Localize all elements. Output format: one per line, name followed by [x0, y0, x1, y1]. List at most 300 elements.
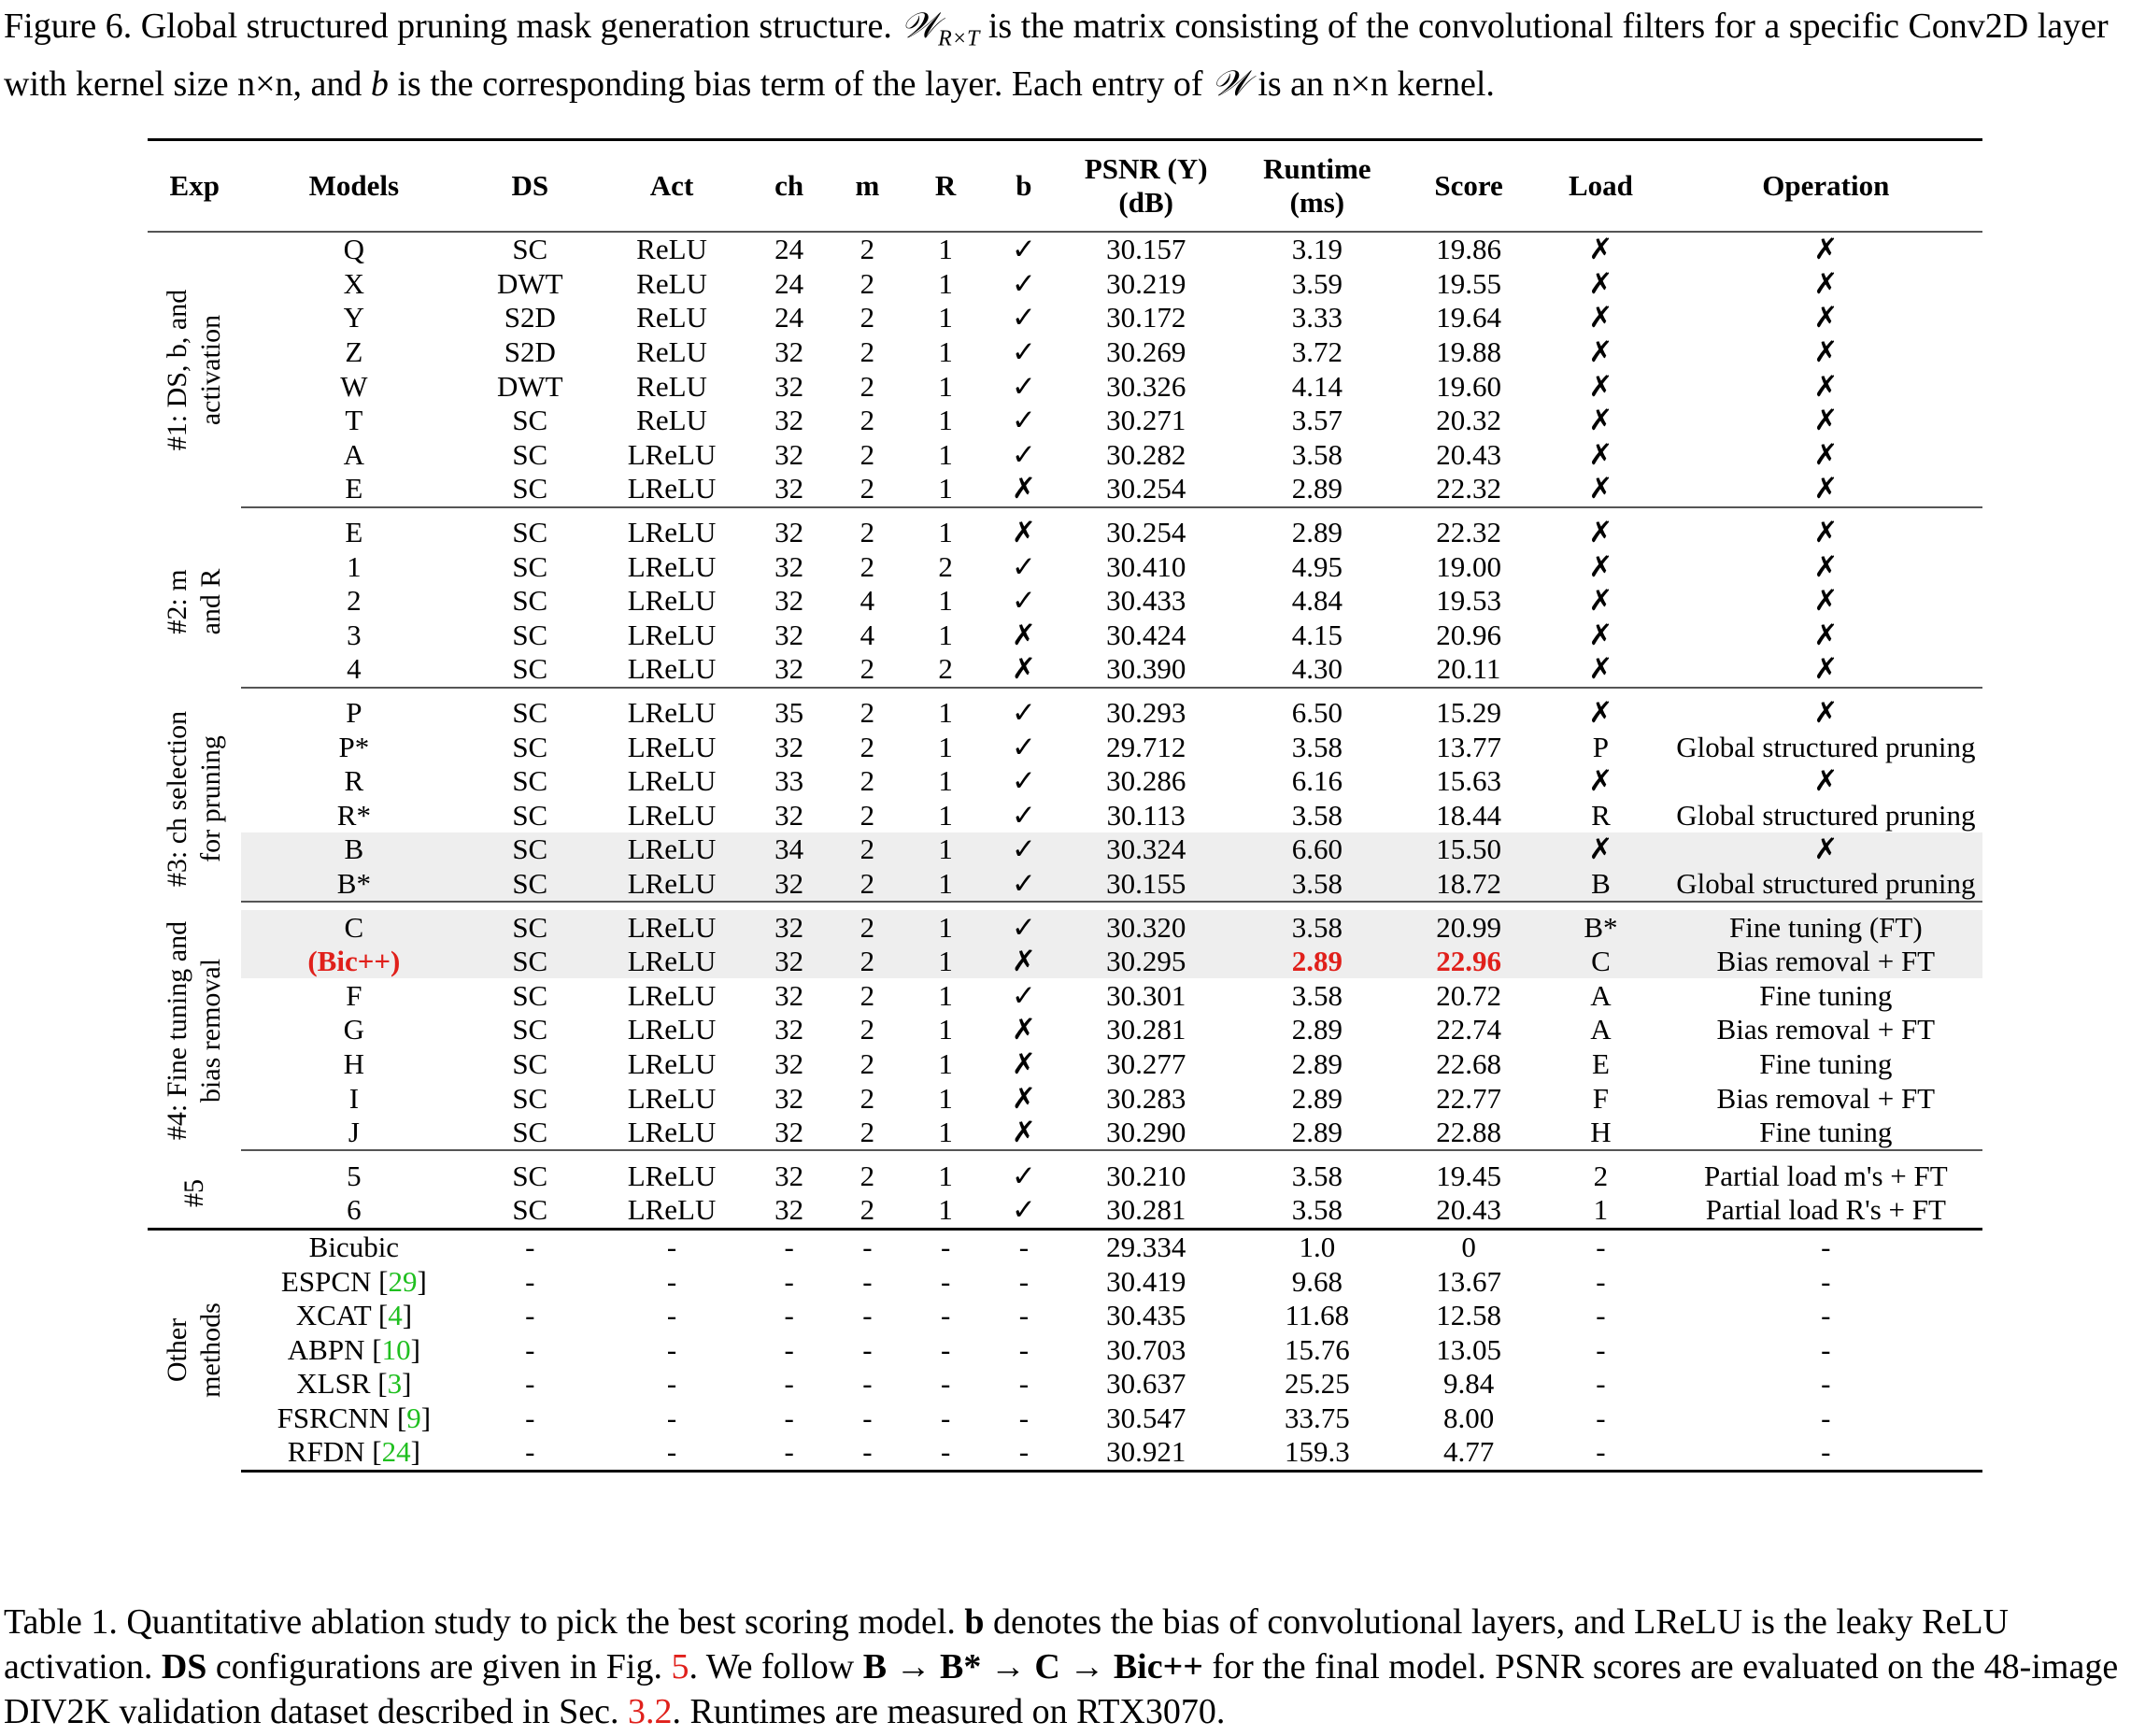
cell-ch: 32: [774, 437, 804, 471]
cell-ch: 33: [774, 764, 804, 798]
cell-psnr: 30.290: [1063, 1116, 1229, 1151]
cell-ds: SC: [466, 472, 593, 507]
cell-act: LReLU: [593, 1116, 749, 1151]
cell-model: I: [348, 1081, 360, 1115]
cell-ch: 32: [774, 798, 804, 832]
cell-psnr: 30.283: [1106, 1081, 1186, 1115]
table-row: [148, 945, 1982, 979]
cell-m: 2: [860, 764, 875, 798]
cell-act: LReLU: [627, 978, 717, 1012]
cell-ds: S2D: [504, 301, 556, 334]
table-row: [148, 1116, 1982, 1151]
cell-load: ✗: [1588, 369, 1613, 403]
spacer-cell: [148, 1150, 1982, 1159]
cell-runtime: 2.89: [1229, 945, 1405, 979]
cell-psnr: 30.277: [1106, 1046, 1186, 1080]
table-row: [148, 404, 1982, 438]
cell-b: ✓: [985, 832, 1063, 867]
cell-model: P*: [338, 730, 370, 763]
cell-ch: -: [784, 1367, 794, 1401]
cell-b: ✗: [1011, 618, 1036, 651]
table-row: [148, 1299, 1982, 1333]
cell-runtime: 1.0: [1229, 1229, 1405, 1264]
cell-model: C: [241, 910, 466, 945]
cell-m: -: [862, 1401, 873, 1434]
cell-act: LReLU: [627, 516, 717, 549]
cell-act: LReLU: [593, 472, 749, 507]
cell-act: ReLU: [636, 266, 707, 300]
cell-psnr: 30.703: [1106, 1332, 1186, 1366]
cell-ds: SC: [512, 549, 548, 583]
cell-m: -: [862, 1299, 873, 1332]
cell-ch: 32: [750, 945, 829, 979]
citation-link[interactable]: 9: [406, 1401, 421, 1434]
cell-act: LReLU: [593, 832, 749, 867]
cell-m: 2: [860, 730, 875, 763]
cell-act: -: [666, 1299, 677, 1332]
cell-m: 2: [860, 233, 875, 266]
cell-load: B: [1532, 867, 1669, 903]
cell-score: 19.88: [1436, 335, 1501, 369]
cell-psnr: 30.424: [1106, 618, 1186, 651]
cell-load: ✗: [1532, 832, 1669, 867]
cell-model: Bicubic: [241, 1229, 466, 1264]
cell-ch: 32: [750, 867, 829, 903]
cell-b: ✓: [1011, 978, 1036, 1012]
table-row: [148, 438, 1982, 473]
cell-ds: SC: [466, 832, 593, 867]
cell-runtime: 9.68: [1291, 1264, 1343, 1298]
citation-link[interactable]: 3: [387, 1367, 403, 1401]
cell-operation: Bias removal + FT: [1669, 945, 1982, 979]
cell-ds: SC: [512, 730, 548, 763]
table-row: [148, 1013, 1982, 1047]
cell-ds: -: [466, 1435, 593, 1471]
cell-m: -: [829, 1229, 907, 1264]
cell-runtime: 2.89: [1229, 472, 1405, 507]
cell-act: LReLU: [627, 1081, 717, 1115]
cell-b: -: [1018, 1332, 1030, 1366]
cell-m: 2: [860, 437, 875, 471]
cell-model: R*: [336, 798, 371, 832]
cell-b: ✓: [1011, 798, 1036, 832]
cell-model: E: [241, 472, 466, 507]
exp-group-label: #5: [178, 1179, 210, 1208]
cell-ch: 32: [774, 584, 804, 618]
cell-ch: 32: [774, 516, 804, 549]
cell-operation: ✗: [1813, 618, 1839, 651]
ablation-table: [148, 138, 1982, 1473]
citation-link[interactable]: 24: [381, 1435, 411, 1469]
table-row: [148, 978, 1982, 1013]
table-row: [148, 1332, 1982, 1367]
cell-ds: SC: [512, 1159, 548, 1192]
cell-act: -: [666, 1401, 677, 1434]
cell-score: 15.29: [1436, 696, 1501, 730]
cell-b: ✗: [1011, 1046, 1036, 1080]
cell-operation: Global structured pruning: [1676, 798, 1976, 832]
cell-ds: SC: [512, 1013, 548, 1046]
cell-runtime: 4.95: [1291, 549, 1343, 583]
cell-r: 1: [938, 1046, 953, 1080]
cell-act: LReLU: [627, 1013, 717, 1046]
cell-r: -: [940, 1367, 951, 1401]
header-b: b: [985, 140, 1063, 233]
cell-ch: -: [784, 1299, 794, 1332]
cell-load: ✗: [1588, 696, 1613, 730]
cell-operation: -: [1669, 1435, 1982, 1471]
table-body: [148, 232, 1982, 1471]
cell-load: C: [1532, 945, 1669, 979]
cell-b: ✗: [1011, 1013, 1036, 1046]
header-runtime: Runtime (ms): [1229, 140, 1405, 233]
cell-load: ✗: [1588, 516, 1613, 549]
cell-m: 2: [860, 335, 875, 369]
cell-ch: -: [784, 1401, 794, 1434]
cell-runtime: 4.84: [1291, 584, 1343, 618]
cell-act: LReLU: [593, 910, 749, 945]
header-score: Score: [1405, 140, 1532, 233]
cell-model: 5: [347, 1159, 362, 1192]
header-models: Models: [241, 140, 466, 233]
cell-ch: 32: [750, 910, 829, 945]
cell-r: 1: [906, 472, 985, 507]
cell-m: 2: [829, 945, 907, 979]
cell-m: 2: [829, 1116, 907, 1151]
cell-ds: SC: [466, 945, 593, 979]
cell-m: 2: [860, 1013, 875, 1046]
cell-runtime: 3.33: [1291, 301, 1343, 334]
cell-ch: -: [784, 1332, 794, 1366]
table-row: [148, 1047, 1982, 1082]
cell-ch: 34: [750, 832, 829, 867]
cell-m: -: [862, 1264, 873, 1298]
cell-m: 2: [860, 1046, 875, 1080]
cell-ds: SC: [512, 404, 548, 437]
cell-operation: ✗: [1669, 652, 1982, 688]
cell-model: G: [343, 1013, 365, 1046]
cell-r: 1: [938, 335, 953, 369]
citation-link[interactable]: 4: [388, 1299, 403, 1332]
cell-r: 1: [938, 730, 953, 763]
cell-r: -: [940, 1264, 951, 1298]
cell-ds: -: [525, 1367, 535, 1401]
cell-score: 0: [1405, 1229, 1532, 1264]
cell-score: 22.68: [1436, 1046, 1501, 1080]
cell-ch: 32: [774, 1193, 804, 1227]
cell-ch: -: [750, 1435, 829, 1471]
cell-operation: ✗: [1813, 266, 1839, 300]
cell-m: -: [862, 1332, 873, 1366]
cell-act: LReLU: [627, 549, 717, 583]
cell-m: 2: [860, 696, 875, 730]
cell-act: ReLU: [636, 404, 707, 437]
cell-ds: SC: [466, 867, 593, 903]
cell-ds: SC: [512, 618, 548, 651]
figure-caption: Figure 6. Global structured pruning mask generation structure. 𝒲$_{R\times T}$ is the matrix consisting of the convolutional filters for a specific Conv2D layer with kernel size n×n, and b is the corresponding bias term of the layer. Each entry of 𝒲 is an n×n kernel.: [4, 7, 2109, 104]
table-row: [148, 1435, 1982, 1471]
table-row: [148, 1081, 1982, 1116]
cell-m: 2: [860, 404, 875, 437]
table-row: [148, 267, 1982, 302]
cell-ch: 32: [750, 1116, 829, 1151]
cell-model: H: [343, 1046, 365, 1080]
cell-operation: Global structured pruning: [1669, 867, 1982, 903]
cell-ch: -: [784, 1264, 794, 1298]
cell-runtime: 3.58: [1291, 798, 1343, 832]
cell-psnr: 30.435: [1106, 1299, 1186, 1332]
cell-b: ✓: [1011, 233, 1036, 266]
table-row: [148, 619, 1982, 653]
cell-b: ✓: [1011, 301, 1036, 334]
cell-runtime: 11.68: [1285, 1299, 1350, 1332]
cell-load: ✗: [1588, 335, 1613, 369]
cell-load: -: [1532, 1229, 1669, 1264]
header-load: Load: [1532, 140, 1669, 233]
cell-ds: SC: [466, 910, 593, 945]
cell-model: J: [241, 1116, 466, 1151]
cell-load: -: [1596, 1367, 1606, 1401]
cell-psnr: 30.157: [1106, 233, 1186, 266]
cell-act: LReLU: [627, 584, 717, 618]
cell-model: 2: [347, 584, 362, 618]
header-m: m: [829, 140, 907, 233]
cell-act: LReLU: [593, 945, 749, 979]
cell-r: 1: [938, 437, 953, 471]
cell-ch: 32: [774, 369, 804, 403]
cell-load: ✗: [1532, 652, 1669, 688]
cell-runtime: 3.58: [1291, 437, 1343, 471]
table-row: [148, 652, 1982, 688]
cell-load: ✗: [1532, 472, 1669, 507]
cell-load: A: [1590, 978, 1612, 1012]
cell-psnr: 30.410: [1106, 549, 1186, 583]
cell-b: ✗: [1011, 516, 1036, 549]
cell-runtime: 3.58: [1291, 730, 1343, 763]
cell-runtime: 25.25: [1284, 1367, 1350, 1401]
cell-r: 1: [938, 233, 953, 266]
cell-r: 2: [938, 549, 953, 583]
cell-operation: -: [1821, 1401, 1831, 1434]
cell-act: LReLU: [627, 437, 717, 471]
table-row: [148, 232, 1982, 267]
cell-load: -: [1596, 1401, 1606, 1434]
cell-r: 1: [938, 618, 953, 651]
cell-runtime: 3.72: [1291, 335, 1343, 369]
cell-psnr: 30.269: [1106, 335, 1186, 369]
cell-operation: -: [1669, 1229, 1982, 1264]
cell-model: W: [340, 369, 368, 403]
cell-m: 2: [829, 867, 907, 903]
cell-operation: Fine tuning: [1759, 1046, 1893, 1080]
cell-load: E: [1591, 1046, 1610, 1080]
cell-score: 19.53: [1436, 584, 1501, 618]
cell-psnr: 30.254: [1106, 516, 1186, 549]
cell-b: ✓: [1011, 1159, 1036, 1192]
exp-group-label: Other methods: [148, 1229, 241, 1471]
cell-b: ✗: [985, 472, 1063, 507]
cell-psnr: 30.301: [1106, 978, 1186, 1012]
cell-score: 20.43: [1436, 1193, 1501, 1227]
cell-score: 13.67: [1436, 1264, 1501, 1298]
table-row: [148, 730, 1982, 764]
cell-operation: ✗: [1813, 516, 1839, 549]
header-exp: Exp: [148, 140, 241, 233]
cell-score: 20.11: [1405, 652, 1532, 688]
table-row: [148, 1159, 1982, 1193]
cell-ds: SC: [512, 764, 548, 798]
cell-act: LReLU: [627, 696, 717, 730]
cell-runtime: 6.16: [1291, 764, 1343, 798]
table-row: [148, 799, 1982, 833]
cell-r: 1: [906, 910, 985, 945]
cell-model: E: [345, 516, 363, 549]
cell-runtime: 15.76: [1284, 1332, 1350, 1366]
cell-score: 19.60: [1436, 369, 1501, 403]
cell-act: -: [593, 1435, 749, 1471]
table-row: [148, 910, 1982, 945]
cell-act: LReLU: [627, 764, 717, 798]
cell-r: 2: [906, 652, 985, 688]
cell-act: ReLU: [636, 233, 707, 266]
cell-operation: ✗: [1813, 764, 1839, 798]
cell-b: ✗: [1011, 1081, 1036, 1115]
header-psnr: PSNR (Y) (dB): [1063, 140, 1229, 233]
cell-psnr: 30.281: [1106, 1013, 1186, 1046]
citation-link[interactable]: 29: [388, 1264, 418, 1298]
cell-score: 19.55: [1436, 266, 1501, 300]
cell-load: H: [1532, 1116, 1669, 1151]
cell-m: 2: [860, 516, 875, 549]
cell-psnr: 30.921: [1063, 1435, 1229, 1471]
exp-group-label: #1: DS, b, and activation: [162, 289, 227, 451]
cell-act: LReLU: [627, 1193, 717, 1227]
figure-reference-link[interactable]: 5: [671, 1647, 689, 1686]
cell-ch: 32: [774, 618, 804, 651]
cell-ds: SC: [512, 1046, 548, 1080]
section-reference-link[interactable]: 3.2: [627, 1692, 673, 1731]
header-r: R: [906, 140, 985, 233]
cell-load: P: [1592, 730, 1610, 763]
cell-score: 13.77: [1436, 730, 1501, 763]
cell-runtime: 2.89: [1229, 1116, 1405, 1151]
cell-b: ✓: [1011, 584, 1036, 618]
cell-load: ✗: [1588, 437, 1613, 471]
cell-ch: 24: [774, 233, 804, 266]
cell-m: 2: [860, 1081, 875, 1115]
cell-b: ✗: [985, 652, 1063, 688]
cell-ds: -: [525, 1264, 535, 1298]
table-row: [148, 1193, 1982, 1229]
cell-operation: Fine tuning (FT): [1669, 910, 1982, 945]
cell-ds: SC: [512, 516, 548, 549]
table-row: [148, 1264, 1982, 1299]
cell-psnr: 30.210: [1106, 1159, 1186, 1192]
cell-score: 22.88: [1405, 1116, 1532, 1151]
cell-act: -: [666, 1264, 677, 1298]
cell-score: 19.86: [1436, 233, 1501, 266]
cell-act: -: [666, 1367, 677, 1401]
cell-runtime: 2.89: [1291, 1013, 1343, 1046]
cell-model: RFDN [24]: [241, 1435, 466, 1471]
cell-b: -: [1018, 1264, 1030, 1298]
cell-runtime: 3.58: [1229, 910, 1405, 945]
cell-psnr: 30.433: [1106, 584, 1186, 618]
cell-b: -: [985, 1229, 1063, 1264]
cell-b: ✗: [985, 945, 1063, 979]
cell-b: -: [1018, 1299, 1030, 1332]
cell-b: ✓: [1011, 437, 1036, 471]
cell-model: ESPCN [29]: [280, 1264, 427, 1298]
cell-r: 1: [906, 945, 985, 979]
cell-r: -: [940, 1401, 951, 1434]
cell-operation: -: [1821, 1332, 1831, 1366]
cell-model: FSRCNN [9]: [277, 1401, 432, 1434]
cell-operation: ✗: [1813, 233, 1839, 266]
cell-psnr: 30.113: [1106, 798, 1186, 832]
table-row: [148, 369, 1982, 404]
cell-psnr: 30.219: [1106, 266, 1186, 300]
table-row: [148, 764, 1982, 799]
cell-act: -: [666, 1332, 677, 1366]
table-row: [148, 832, 1982, 867]
table-row: [148, 1229, 1982, 1264]
cell-m: 4: [860, 584, 875, 618]
cell-r: 1: [938, 978, 953, 1012]
cell-m: 2: [860, 266, 875, 300]
cell-operation: ✗: [1813, 301, 1839, 334]
citation-link[interactable]: 10: [381, 1332, 411, 1366]
cell-r: -: [906, 1435, 985, 1471]
cell-psnr: 30.271: [1106, 404, 1186, 437]
cell-ds: SC: [512, 584, 548, 618]
cell-runtime: 6.50: [1291, 696, 1343, 730]
cell-r: 1: [938, 584, 953, 618]
cell-b: -: [1018, 1367, 1030, 1401]
cell-ds: -: [525, 1401, 535, 1434]
cell-operation: -: [1821, 1299, 1831, 1332]
cell-model: X: [343, 266, 365, 300]
cell-psnr: 30.254: [1063, 472, 1229, 507]
exp-group-label: #2: m and R: [162, 568, 227, 635]
cell-act: LReLU: [593, 867, 749, 903]
cell-model: T: [345, 404, 363, 437]
cell-score: 19.00: [1436, 549, 1501, 583]
cell-operation: Bias removal + FT: [1716, 1013, 1936, 1046]
cell-r: 1: [938, 1013, 953, 1046]
cell-ch: 32: [750, 652, 829, 688]
cell-operation: Partial load m's + FT: [1703, 1159, 1948, 1192]
cell-psnr: 30.293: [1106, 696, 1186, 730]
cell-model: 6: [347, 1193, 362, 1227]
cell-r: 1: [938, 369, 953, 403]
cell-psnr: 30.547: [1106, 1401, 1186, 1434]
cell-model: P: [346, 696, 362, 730]
cell-operation: ✗: [1813, 584, 1839, 618]
cell-b: ✓: [1011, 266, 1036, 300]
cell-score: 22.77: [1436, 1081, 1501, 1115]
cell-model: XCAT [4]: [295, 1299, 413, 1332]
cell-model: XLSR [3]: [296, 1367, 412, 1401]
cell-ch: 32: [774, 404, 804, 437]
cell-ds: DWT: [496, 266, 563, 300]
cell-operation: Global structured pruning: [1676, 730, 1976, 763]
cell-m: 2: [860, 369, 875, 403]
cell-m: 4: [860, 618, 875, 651]
cell-r: 1: [938, 1081, 953, 1115]
cell-ch: 32: [774, 730, 804, 763]
cell-psnr: 30.281: [1106, 1193, 1186, 1227]
